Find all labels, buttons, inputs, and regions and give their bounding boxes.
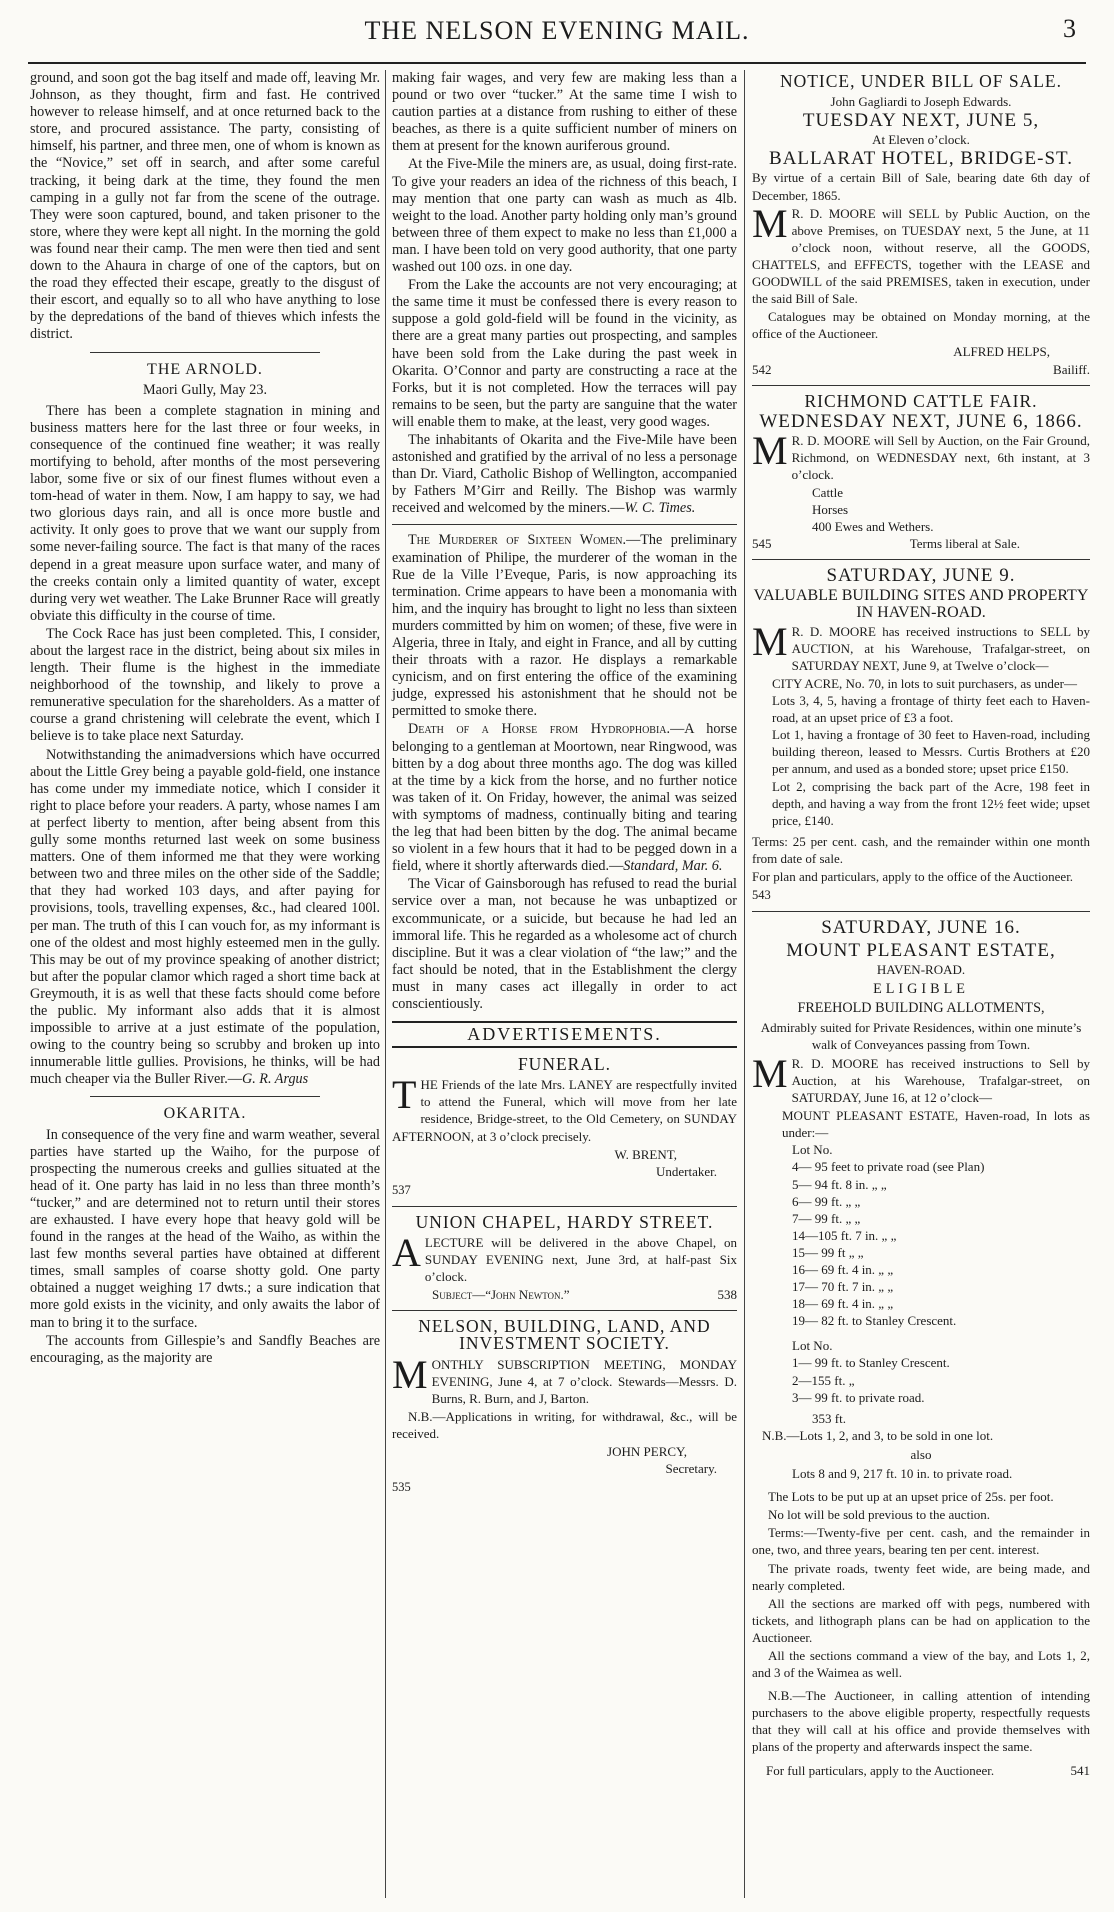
article-text: —The preliminary examination of Philipe, the murderer of the woman in the Rue de la Ville l’Eveque, Paris, is now approaching its termination. Crime appears to have been a monomania with him, and the inquiry has brought to light no less than sixteen murders committed by him on women; of these, five were in Algeria, three in Italy, and eight in France, and all by cutting their throats with a razor. He displays a remarkable cynicism, and on first entering the office of the examining judge, expressed his astonishment that he should not be permitted to smoke there. xyxy=(392,532,737,720)
ad-heading: MOUNT PLEASANT ESTATE, xyxy=(786,940,1056,962)
advertisements-banner: ADVERTISEMENTS. xyxy=(392,1021,737,1048)
article-paragraph: ground, and soon got the bag itself and made off, leaving Mr. Johnson, as they thought, firm and fast. He contrived however to release himself, and at once returned back to the store, and procured assistance. The party, consisting of himself, his partner, and three men, one of whom is known as the “Novice,” set off in search, and after some careful tracking, it being dark at the time, they found the men camping in a gully not far from the scene of the outrage. They were soon captured, bound, and taken prisoner to the store, where they were kept all night. In the morning the gold was found near their camp. The men were then tied and sent down to the Ahaura in charge of one of the captors, but on the road they effected their escape, greatly to the disgust of their escort, and equally so to all who have anything to lose by the depredations of the band of thieves which infests the district. xyxy=(30,70,380,343)
ad-text xyxy=(752,200,1090,308)
item-heading: The Murderer of Sixteen Women. xyxy=(408,532,627,549)
article-paragraph: The Cock Race has just been completed. This, I consider, about the largest race in the district, being about six miles in length. Their flume is the highest in the immediate neighborhood of the township, and likely to prove a remunerative speculation for the shareholders. As a matter of course a grand christening will celebrate the event, which I believe is to take place next Saturday. xyxy=(30,625,380,745)
ad-text: No lot will be sold previous to the auction. xyxy=(768,1507,991,1523)
lot-row: 6— 99 ft. „ „ xyxy=(792,1193,861,1209)
ad-text xyxy=(392,1351,737,1407)
ad-number: 545 xyxy=(752,536,772,552)
drop-cap: M xyxy=(752,427,788,473)
ad-heading: RICHMOND CATTLE FAIR. xyxy=(804,390,1038,411)
ad-date: SATURDAY, JUNE 16. xyxy=(821,917,1021,939)
ad-text xyxy=(752,427,1090,483)
column-2 xyxy=(392,70,737,1496)
column-1 xyxy=(30,70,380,1368)
ad-footer xyxy=(752,1762,1090,1779)
article-text: —A horse belonging to a gentleman at Moortown, near Ringwood, was bitten by a dog about three months ago. The dog was killed at the time by a kick from the horse, and no further notice was taken of it. On Friday, however, the animal was seized with symptoms of madness, continually biting and tearing the leg that had been bitten by the dog. The animal became so violent in a few hours that it had to be pegged down in a field, where it shortly afterwards died.— xyxy=(392,721,737,875)
divider xyxy=(752,559,1090,560)
divider xyxy=(90,1096,320,1097)
divider xyxy=(392,1310,737,1311)
lot-header: Lot No. xyxy=(792,1338,833,1354)
article-paragraph xyxy=(392,721,737,875)
lot-row: 18— 69 ft. 4 in. „ „ xyxy=(792,1296,894,1312)
ad-text xyxy=(392,1072,737,1144)
ad-signature: ALFRED HELPS, xyxy=(953,344,1050,360)
ad-date: WEDNESDAY NEXT, JUNE 6, 1866. xyxy=(759,410,1083,432)
ad-body: R. D. MOORE has received instructions to Sell by Auction, at his Warehouse, Trafalgar-street, on SATURDAY, June 16, at 12 o’clock— xyxy=(791,1055,1090,1106)
ad-footer xyxy=(392,1286,737,1303)
ad-heading: VALUABLE BUILDING SITES AND PROPERTY IN HAVEN-ROAD. xyxy=(753,586,1089,621)
ad-body: ONTHLY SUBSCRIPTION MEETING, MONDAY EVENING, June 4, at 7 o’clock. Stewards—Messrs. D. Burns, R. Burn, and J, Barton. xyxy=(431,1356,737,1406)
ad-text: Terms:—Twenty-five per cent. cash, and the remainder in one, two, and three years, bearing ten per cent. interest. xyxy=(752,1525,1090,1558)
lot-header: Lot No. xyxy=(792,1142,833,1158)
byline: G. R. Argus xyxy=(241,1071,309,1088)
ad-number: 535 xyxy=(392,1480,411,1495)
masthead xyxy=(0,0,1114,50)
ad-signature-role: Bailiff. xyxy=(1053,361,1090,377)
ad-signature: JOHN PERCY, xyxy=(607,1444,687,1460)
ad-text: By virtue of a certain Bill of Sale, bearing date 6th day of December, 1865. xyxy=(752,170,1090,203)
ad-subheading: John Gagliardi to Joseph Edwards. xyxy=(830,94,1012,110)
lot-row: 17— 70 ft. 7 in. „ „ xyxy=(792,1279,894,1295)
ad-list xyxy=(812,484,1090,535)
ad-number: 542 xyxy=(752,361,772,377)
lot-table xyxy=(792,1141,1090,1427)
lot-row: 19— 82 ft. to Stanley Crescent. xyxy=(792,1313,957,1329)
lot-row: 4— 95 feet to private road (see Plan) xyxy=(792,1159,985,1175)
drop-cap: M xyxy=(392,1351,428,1397)
ad-text: The Lots to be put up at an upset price of 25s. per foot. xyxy=(768,1489,1054,1505)
list-item: Horses xyxy=(812,502,849,518)
ad-text: also xyxy=(910,1446,932,1462)
article-paragraph: The Vicar of Gainsborough has refused to read the burial service over a man, not because he was unbaptized or excommunicate, or a suicide, but because he had led an immoral life. This he regarded as a wholesome act of church discipline. But it was a clear violation of “the law;” and the fact should be noted, that in the Establishment the clergy must in many cases act illegally in order to act conscientiously. xyxy=(392,876,737,1012)
lot-row: 5— 94 ft. 8 in. „ „ xyxy=(792,1176,887,1192)
lot-row: 1— 99 ft. to Stanley Crescent. xyxy=(792,1355,950,1371)
ad-signature-role: Undertaker. xyxy=(655,1163,717,1179)
list-item: Lots 3, 4, 5, having a frontage of thirty feet each to Haven-road, at an upset price of £3 a foot. xyxy=(772,693,1090,726)
ad-signature-role: Secretary. xyxy=(665,1461,717,1477)
ad-heading: FUNERAL. xyxy=(517,1054,612,1075)
article-paragraph: In consequence of the very fine and warm weather, several parties have started up the Waiho, for the purpose of prospecting the numerous creeks and gullies situated at the head of it. One party has laid in no less than three month’s “tucker,” and are determined not to return until their stores are exhausted. I have every hope that heavy gold will be found in the ranges at the head of the Waiho, as within the last few months several parties have obtained at different times, small samples of coarse shotty gold. One party obtained a nugget weighing 17 dwts.; a sure indication that more gold exists in the vicinity, and only awaits the labor of man to bring it to the surface. xyxy=(30,1126,380,1331)
ad-body: LECTURE will be delivered in the above Chapel, on SUNDAY EVENING next, June 3rd, at half-past Six o’clock. xyxy=(424,1235,737,1285)
ad-text: For full particulars, apply to the Auctioneer. xyxy=(766,1762,995,1778)
ad-number: 537 xyxy=(392,1182,411,1197)
lot-row: 14—105 ft. 7 in. „ „ xyxy=(792,1227,897,1243)
page-number: 3 xyxy=(1063,14,1076,43)
column-divider xyxy=(744,70,745,1898)
drop-cap: M xyxy=(752,1050,788,1096)
ad-text: For plan and particulars, apply to the office of the Auctioneer. xyxy=(752,869,1074,885)
ad-time: At Eleven o’clock. xyxy=(872,132,970,148)
list-item: Cattle xyxy=(812,485,844,501)
divider xyxy=(752,385,1090,386)
newspaper-title: THE NELSON EVENING MAIL. xyxy=(364,16,750,45)
list-item: Lot 2, comprising the back part of the Acre, 198 feet in depth, and having a way from the front 12½ feet wide; upset price, £140. xyxy=(772,778,1090,828)
ad-text: N.B.—Lots 1, 2, and 3, to be sold in one lot. xyxy=(762,1427,994,1443)
ad-text: MOUNT PLEASANT ESTATE, Haven-road, In lots as under:— xyxy=(782,1108,1090,1141)
lot-row: 16— 69 ft. 4 in. „ „ xyxy=(792,1262,894,1277)
article-paragraph: From the Lake the accounts are not very encouraging; at the same time it must be confessed there is every reason to suppose a gold gold-field will be found in the vicinity, as there are a great many parties out prospecting, and samples have been sold from the Lake during the past week in Okarita. O’Connor and party are constructing a race at the Forks, but it is not completed. How the terraces will pay remains to be seen, but the party are sanguine that the water will enable them to make, at the least, very good wages. xyxy=(392,277,737,430)
ad-subheading: HAVEN-ROAD. xyxy=(876,962,966,978)
ad-number: 543 xyxy=(752,888,771,903)
article-paragraph: making fair wages, and very few are making less than a pound or two over “tucker.” At the same time I wish to caution parties at a distance from rushing to either of these beaches, as there is a quite sufficient number of miners on them at present for the known auriferous ground. xyxy=(392,70,737,155)
ad-text: N.B.—Applications in writing, for withdrawal, &c., will be received. xyxy=(392,1408,737,1441)
ad-text: The private roads, twenty feet wide, are being made, and nearly completed. xyxy=(752,1560,1090,1593)
column-3 xyxy=(752,70,1090,1779)
lot-row: 15— 99 ft „ „ xyxy=(792,1244,864,1260)
byline: Standard, Mar. 6. xyxy=(623,858,723,875)
ad-signature: W. BRENT, xyxy=(614,1146,677,1162)
ad-text: All the sections command a view of the bay, and Lots 1, 2, and 3 of the Waimea as well. xyxy=(752,1647,1090,1681)
masthead-rule xyxy=(28,62,1086,64)
ad-body: HE Friends of the late Mrs. LANEY are respectfully invited to attend the Funeral, which will move from her late residence, Bridge-street, to the Old Cemetery, on SUNDAY AFTERNOON, at 3 o’clock precisely. xyxy=(392,1077,737,1144)
ad-date: SATURDAY, JUNE 9. xyxy=(826,565,1016,587)
ad-terms: Terms liberal at Sale. xyxy=(909,536,1020,552)
drop-cap: T xyxy=(392,1072,417,1118)
ad-footer xyxy=(752,535,1090,552)
ad-subheading: ELIGIBLE xyxy=(873,980,969,997)
article-paragraph: The accounts from Gillespie’s and Sandfly Beaches are encouraging, as the majority are xyxy=(30,1332,380,1366)
ad-text xyxy=(392,1230,737,1285)
lot-row: 3— 99 ft. to private road. xyxy=(792,1389,925,1405)
ad-number: 541 xyxy=(1070,1762,1090,1778)
article-paragraph xyxy=(392,532,737,720)
divider xyxy=(752,911,1090,912)
lecture-subject: Subject—“John Newton.” xyxy=(432,1287,570,1303)
list-item: CITY ACRE, No. 70, in lots to suit purchasers, as under— xyxy=(772,676,1077,691)
ad-text: All the sections are marked off with pegs, numbered with tickets, and lithograph plans can be had on application to the Auctioneer. xyxy=(752,1595,1090,1645)
ad-text: Admirably suited for Private Residences, within one minute’s walk of Conveyances passing from Town. xyxy=(760,1019,1082,1052)
ad-venue: BALLARAT HOTEL, BRIDGE-ST. xyxy=(769,148,1073,170)
byline: W. C. Times. xyxy=(624,500,696,517)
article-paragraph xyxy=(392,432,737,517)
article-paragraph: At the Five-Mile the miners are, as usual, doing first-rate. To give your readers an idea of the richness of this beach, I may mention that one party can wash as much as 4lb. weight to the load. Another party holding only man’s ground between three of them expect to make no less than £1,000 a man. I have been told on very good authority, that one party washed out 100 ozs. in one day. xyxy=(392,156,737,276)
column-divider xyxy=(385,70,386,1898)
divider xyxy=(392,524,737,525)
ad-footer xyxy=(752,361,1090,378)
item-heading: Death of a Horse from Hydrophobia. xyxy=(408,721,671,738)
ad-text: N.B.—The Auctioneer, in calling attention of intending purchasers to the above eligible property, respectfully requests that they will call at his office and provide themselves with plans of the property and afterwards inspect the same. xyxy=(752,1688,1090,1755)
section-heading: THE ARNOLD. xyxy=(147,360,263,378)
ad-date: TUESDAY NEXT, JUNE 5, xyxy=(802,110,1040,132)
ad-text: Catalogues may be obtained on Monday morning, at the office of the Auctioneer. xyxy=(752,309,1090,342)
ad-body: R. D. MOORE has received instructions to SELL by AUCTION, at his Warehouse, Trafalgar-street, on SATURDAY NEXT, June 9, at Twelve o’clock— xyxy=(791,623,1090,673)
list-item: 400 Ewes and Wethers. xyxy=(812,519,934,535)
ad-text xyxy=(752,618,1090,674)
divider xyxy=(90,352,320,353)
ad-heading: NELSON, BUILDING, LAND, AND INVESTMENT SOCIETY. xyxy=(418,1316,711,1354)
lot-row: 7— 99 ft. „ „ xyxy=(792,1210,861,1226)
ad-heading: NOTICE, UNDER BILL OF SALE. xyxy=(779,71,1063,91)
article-text: Notwithstanding the animadversions which have occurred about the Little Grey being a payable gold-field, one instance has come under my immediate notice, which I consider it right to place before your readers. A party, whose names I am at perfect liberty to mention, after being absent from this gully some months returned last week on some business matters. One of them informed me that they were working between two and three miles on the other side of the Saddle; that they had worked 103 days, and after paying for provisions, tools, travelling expenses, &c., had cleared 100l. per man. The truth of this I can vouch for, as my informant is one of the oldest and most highly esteemed men in the gully. This may be out of my province speaking of another district; but after the popular clamor which raged a short time back at Greymouth, it is as well that these facts should come before the public. My informant also adds that it is almost impossible to arrive at a just estimate of the population, owing to the country being so scrubby and broken up into innumerable little gullies. Provisions, he thinks, will be had much cheaper via the Buller River.— xyxy=(30,746,380,1088)
dateline: Maori Gully, May 23. xyxy=(143,381,267,398)
ad-text: Lots 8 and 9, 217 ft. 10 in. to private road. xyxy=(792,1466,1013,1482)
ad-text xyxy=(752,1050,1090,1106)
drop-cap: M xyxy=(752,200,788,246)
ad-subheading: FREEHOLD BUILDING ALLOTMENTS, xyxy=(797,999,1045,1016)
ad-body: R. D. MOORE will Sell by Auction, on the Fair Ground, Richmond, on WEDNESDAY next, 6th instant, at 3 o’clock. xyxy=(791,432,1090,482)
lot-total: 353 ft. xyxy=(812,1410,846,1426)
section-heading: OKARITA. xyxy=(163,1105,247,1123)
divider xyxy=(392,1206,737,1207)
ad-body: R. D. MOORE will SELL by Public Auction, on the above Premises, on TUESDAY next, 5 the June, at 11 o’clock noon, without reserve, all the GOODS, CHATTELS, and EFFECTS, together with the LEASE and GOODWILL of the said PREMISES, taken in execution, under the said Bill of Sale. xyxy=(752,205,1090,307)
article-text: The inhabitants of Okarita and the Five-Mile have been astonished and gratified by the arrival of no less a personage than Dr. Viard, Catholic Bishop of Wellington, accompanied by Fathers M’Girr and Reilly. The Bishop was warmly received and welcomed by the miners.— xyxy=(392,431,737,517)
ad-heading: UNION CHAPEL, HARDY STREET. xyxy=(415,1211,714,1232)
list-item: Lot 1, having a frontage of 30 feet to Haven-road, including building thereon, leased to Messrs. Curtis Brothers at £20 per annum, and used as a bonded store; upset price £150. xyxy=(772,727,1090,777)
ad-text: Terms: 25 per cent. cash, and the remainder within one month from date of sale. xyxy=(752,833,1090,866)
ad-number: 538 xyxy=(717,1287,737,1303)
drop-cap: A xyxy=(392,1230,421,1275)
drop-cap: M xyxy=(752,618,788,664)
article-paragraph xyxy=(30,747,380,1089)
article-paragraph: There has been a complete stagnation in mining and business matters here for the last three or four weeks, in consequence of the continued fine weather; it was really mortifying to behold, after months of the most persevering labor, some five or six of our finest flumes without even a tom-head of water in them. Now, I am happy to say, we had two glorious days rain, and all is once more bustle and activity. It only goes to prove that we want our supply from some never-failing source. The fact is that many of the races depend in a great measure upon surface water, and many of the creeks contain only a limited quantity of water, except during very wet weather. The Lake Brunner Race will greatly obviate this difficulty in the course of time. xyxy=(30,402,380,624)
lot-row: 2—155 ft. „ xyxy=(792,1372,855,1388)
